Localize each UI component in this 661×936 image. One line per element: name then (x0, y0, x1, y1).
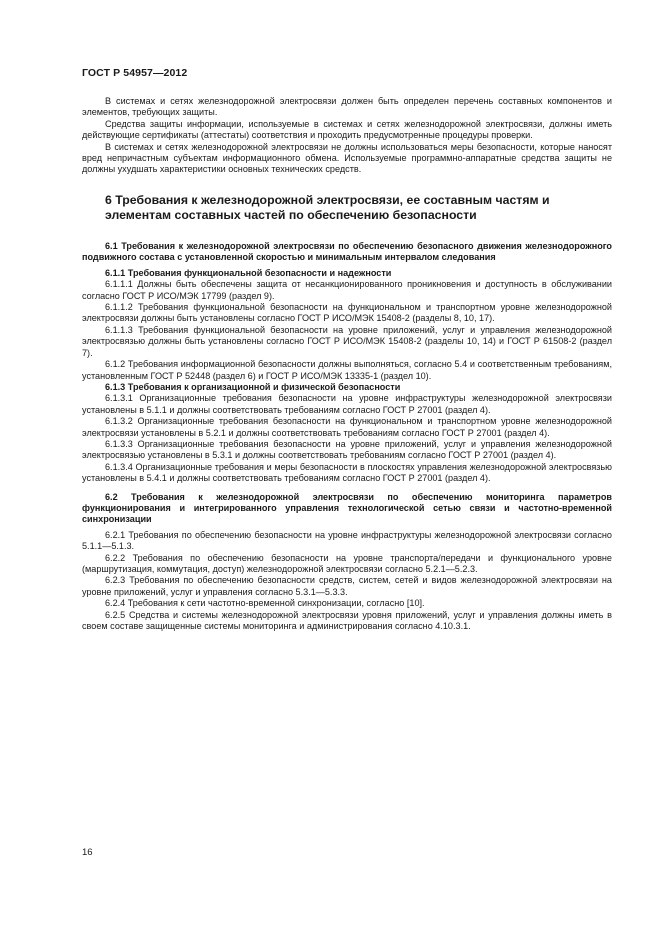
intro-paragraph-1: В системах и сетях железнодорожной электросвязи должен быть определен перечень составных компонентов и элементов, требующих защиты. (82, 96, 612, 118)
page-body (82, 96, 612, 632)
paragraph-6-2-1: 6.2.1 Требования по обеспечению безопасности на уровне инфраструктуры железнодорожной электросвязи согласно 5.1.1—5.1.3. (82, 529, 612, 552)
paragraph-6-2-4: 6.2.4 Требования к сети частотно-временной синхронизации, согласно [10]. (105, 598, 425, 609)
page-number: 16 (82, 847, 93, 858)
paragraph-6-2-3: 6.2.3 Требования по обеспечению безопасности средств, систем, сетей и видов железнодорожной электросвязи на уровне приложений, услуг и управления согласно 5.3.1—5.3.3. (82, 575, 612, 597)
subsection-6-1-3-heading: 6.1.3 Требования к организационной и физической безопасности (105, 381, 401, 392)
intro-paragraph-2: Средства защиты информации, используемые в системах и сетях железнодорожной электросвязи, должны иметь действующие сертификаты (аттестаты) соответствия и проходить предусмотренные процедуры проверки. (82, 118, 612, 141)
paragraph-6-1-1-1: 6.1.1.1 Должны быть обеспечены защита от несанкционированного проникновения и доступность в обслуживании согласно ГОСТ Р ИСО/МЭК 17799 (раздел 9). (82, 279, 612, 301)
paragraph-6-1-3-4: 6.1.3.4 Организационные требования и меры безопасности в плоскостях управления железнодорожной электросвязью установлены в 5.4.1 и должны соответствовать требованиям согласно ГОСТ Р 27001 (раздел 4). (82, 461, 612, 484)
paragraph-6-1-1-2: 6.1.1.2 Требования функциональной безопасности на функциональном и транспортном уровне железнодорожной электросвязи должны быть установлены согласно ГОСТ Р ИСО/МЭК 15408-2 (разделы 8, 10, 17). (82, 302, 612, 324)
paragraph-6-1-1-3: 6.1.1.3 Требования функциональной безопасности на уровне приложений, услуг и управления железнодорожной электросвязью должны быть установлены согласно ГОСТ Р ИСО/МЭК 15408-2 (разделы 10, 14) и ГОСТ Р 61508-2 (раздел 7). (82, 324, 612, 358)
page-header-standard-code: ГОСТ Р 54957—2012 (82, 67, 188, 79)
subsection-6-1-1-heading: 6.1.1 Требования функциональной безопасности и надежности (105, 267, 392, 278)
section-6-heading: 6 Требования к железнодорожной электросвязи, ее составным частям и элементам составных частей по обеспечению безопасности (105, 192, 550, 223)
intro-paragraph-3: В системах и сетях железнодорожной электросвязи не должны использоваться меры безопасности, которые наносят вред непричастным субъектам информационного обмена. Используемые программно-аппаратные средства защиты не должны ухудшать характеристики основных технических средств. (82, 141, 612, 175)
paragraph-6-1-3-1: 6.1.3.1 Организационные требования безопасности на уровне инфраструктуры железнодорожной электросвязи установлены в 5.1.1 и должны соответствовать требованиям согласно ГОСТ Р 27001 (раздел 4). (82, 393, 612, 415)
subsection-6-2-heading: 6.2 Требования к железнодорожной электросвязи по обеспечению мониторинга параметров функционирования и интегрированного управления технологической сетью связи и частотно-временной синхронизации (82, 491, 612, 525)
paragraph-6-2-2: 6.2.2 Требования по обеспечению безопасности на уровне транспорта/передачи и функционального уровне (маршрутизация, коммутация, доступ) железнодорожной электросвязи согласно 5.2.1—5.2.3. (82, 552, 612, 574)
paragraph-6-1-3-3: 6.1.3.3 Организационные требования безопасности на уровне приложений, услуг и управления железнодорожной электросвязью установлены в 5.3.1 и должны соответствовать требованиям согласно ГОСТ Р 27001 (раздел 4). (82, 438, 612, 461)
paragraph-6-1-2: 6.1.2 Требования информационной безопасности должны выполняться, согласно 5.4 и соответственным требованиям, установленным ГОСТ Р 52448 (раздел 6) и ГОСТ Р ИСО/МЭК 13335-1 (раздел 10). (82, 359, 612, 381)
paragraph-6-2-5: 6.2.5 Средства и системы железнодорожной электросвязи уровня приложений, услуг и управления должны иметь в своем составе защищенные системы мониторинга и администрирования согласно 4.10.3.1. (82, 609, 612, 632)
paragraph-6-1-3-2: 6.1.3.2 Организационные требования безопасности на функциональном и транспортном уровне железнодорожной электросвязи установлены в 5.2.1 и должны соответствовать требованиям согласно ГОСТ Р 27001 (раздел 4). (82, 416, 612, 438)
subsection-6-1-heading: 6.1 Требования к железнодорожной электросвязи по обеспечению безопасного движения железнодорожного подвижного состава с установленной скоростью и минимальным интервалом следования (82, 241, 612, 263)
